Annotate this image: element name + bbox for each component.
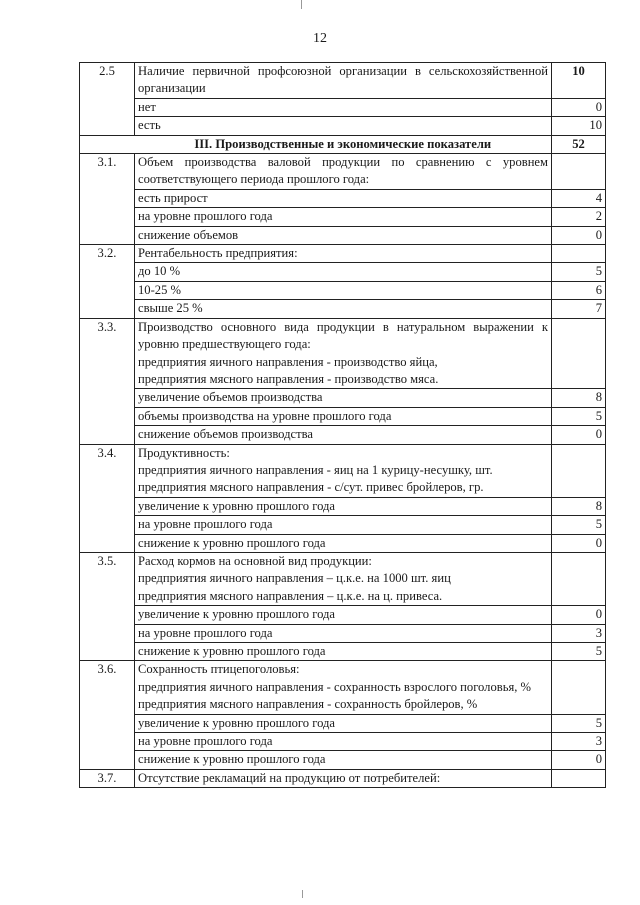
criterion-row bbox=[80, 63, 606, 99]
option-row bbox=[80, 516, 606, 534]
option-text: увеличение к уровню прошлого года bbox=[135, 606, 552, 624]
points-value bbox=[552, 661, 606, 714]
criterion-title: Расход кормов на основной вид продукции: bbox=[138, 553, 372, 568]
points-value: 4 bbox=[552, 189, 606, 207]
criterion-title: Продуктивность: bbox=[138, 445, 230, 460]
criterion-text bbox=[135, 318, 552, 389]
criterion-text bbox=[135, 661, 552, 714]
points-value bbox=[552, 154, 606, 190]
criterion-number: 3.3. bbox=[80, 318, 135, 444]
criterion-text bbox=[135, 444, 552, 497]
option-row bbox=[80, 263, 606, 281]
criterion-text bbox=[135, 245, 552, 263]
section-row bbox=[80, 135, 606, 153]
option-text: увеличение к уровню прошлого года bbox=[135, 714, 552, 732]
points-value: 0 bbox=[552, 98, 606, 116]
points-value: 5 bbox=[552, 407, 606, 425]
points-value: 5 bbox=[552, 263, 606, 281]
option-text: на уровне прошлого года bbox=[135, 624, 552, 642]
points-value bbox=[552, 444, 606, 497]
option-row bbox=[80, 733, 606, 751]
points-value: 7 bbox=[552, 300, 606, 318]
option-row bbox=[80, 497, 606, 515]
criterion-text bbox=[135, 154, 552, 190]
option-text: снижение объемов bbox=[135, 226, 552, 244]
criterion-number: 3.4. bbox=[80, 444, 135, 552]
criterion-title: Производство основного вида продукции в натуральном выражении к уровню предшествующего года: bbox=[138, 319, 548, 352]
criterion-row bbox=[80, 318, 606, 389]
points-value: 5 bbox=[552, 643, 606, 661]
option-text: снижение к уровню прошлого года bbox=[135, 751, 552, 769]
scan-mark bbox=[301, 0, 302, 9]
option-row bbox=[80, 426, 606, 444]
points-value: 5 bbox=[552, 516, 606, 534]
section-points: 52 bbox=[552, 135, 606, 153]
page-number: 12 bbox=[313, 31, 327, 46]
criteria-table bbox=[79, 62, 606, 788]
option-row bbox=[80, 281, 606, 299]
option-text: на уровне прошлого года bbox=[135, 733, 552, 751]
option-row bbox=[80, 300, 606, 318]
option-row bbox=[80, 389, 606, 407]
points-value: 8 bbox=[552, 497, 606, 515]
option-text: увеличение к уровню прошлого года bbox=[135, 497, 552, 515]
criterion-subtext: предприятия мясного направления - сохранность бройлеров, % bbox=[138, 697, 478, 712]
criterion-text bbox=[135, 63, 552, 99]
points-value: 0 bbox=[552, 751, 606, 769]
criterion-number: 3.1. bbox=[80, 154, 135, 245]
criterion-subtext: предприятия яичного направления - яиц на 1 курицу-несушку, шт. bbox=[138, 462, 493, 477]
criterion-row bbox=[80, 444, 606, 497]
option-text: есть прирост bbox=[135, 189, 552, 207]
option-row bbox=[80, 226, 606, 244]
criterion-row bbox=[80, 154, 606, 190]
criterion-subtext: предприятия мясного направления - производство мяса. bbox=[138, 371, 439, 386]
points-value bbox=[552, 552, 606, 605]
points-value bbox=[552, 318, 606, 389]
option-row bbox=[80, 189, 606, 207]
section-title: III. Производственные и экономические показатели bbox=[135, 135, 552, 153]
points-value: 10 bbox=[552, 117, 606, 135]
option-row bbox=[80, 714, 606, 732]
criterion-title: Отсутствие рекламаций на продукцию от потребителей: bbox=[138, 770, 441, 785]
criterion-row bbox=[80, 552, 606, 605]
points-value: 3 bbox=[552, 624, 606, 642]
option-text: снижение к уровню прошлого года bbox=[135, 643, 552, 661]
points-value: 0 bbox=[552, 426, 606, 444]
criterion-title: Объем производства валовой продукции по сравнению с уровнем соответствующего периода прошлого года: bbox=[138, 155, 548, 187]
option-row bbox=[80, 117, 606, 135]
option-row bbox=[80, 606, 606, 624]
criterion-text bbox=[135, 552, 552, 605]
option-text: увеличение объемов производства bbox=[135, 389, 552, 407]
criterion-text bbox=[135, 769, 552, 787]
option-row bbox=[80, 208, 606, 226]
points-value: 2 bbox=[552, 208, 606, 226]
criterion-number: 3.7. bbox=[80, 769, 135, 787]
criterion-row bbox=[80, 661, 606, 714]
criterion-title: Сохранность птицепоголовья: bbox=[138, 662, 300, 677]
option-text: до 10 % bbox=[135, 263, 552, 281]
option-text: на уровне прошлого года bbox=[135, 208, 552, 226]
option-text: есть bbox=[135, 117, 552, 135]
criterion-number: 3.2. bbox=[80, 245, 135, 319]
points-value: 8 bbox=[552, 389, 606, 407]
criterion-subtext: предприятия мясного направления - с/сут. привес бройлеров, гр. bbox=[138, 480, 484, 495]
option-row bbox=[80, 407, 606, 425]
criterion-number: 3.5. bbox=[80, 552, 135, 660]
points-value bbox=[552, 245, 606, 263]
criterion-number: 3.6. bbox=[80, 661, 135, 769]
option-text: снижение к уровню прошлого года bbox=[135, 534, 552, 552]
criterion-row bbox=[80, 769, 606, 787]
option-text: объемы производства на уровне прошлого года bbox=[135, 407, 552, 425]
criterion-row bbox=[80, 245, 606, 263]
points-value: 10 bbox=[552, 63, 606, 99]
option-text: снижение объемов производства bbox=[135, 426, 552, 444]
points-value: 0 bbox=[552, 534, 606, 552]
option-row bbox=[80, 624, 606, 642]
option-row bbox=[80, 534, 606, 552]
criterion-title: Наличие первичной профсоюзной организации в сельскохозяйственной организации bbox=[138, 64, 548, 96]
criterion-subtext: предприятия яичного направления – ц.к.е. на 1000 шт. яиц bbox=[138, 571, 451, 586]
points-value: 0 bbox=[552, 606, 606, 624]
points-value: 6 bbox=[552, 281, 606, 299]
points-value bbox=[552, 769, 606, 787]
criterion-subtext: предприятия яичного направления - производство яйца, bbox=[138, 354, 438, 369]
scan-mark bbox=[302, 890, 303, 898]
criterion-subtext: предприятия мясного направления – ц.к.е. на ц. привеса. bbox=[138, 588, 443, 603]
points-value: 0 bbox=[552, 226, 606, 244]
row-number bbox=[80, 135, 135, 153]
criterion-subtext: предприятия яичного направления - сохранность взрослого поголовья, % bbox=[138, 679, 532, 694]
points-value: 3 bbox=[552, 733, 606, 751]
option-text: на уровне прошлого года bbox=[135, 516, 552, 534]
criterion-title: Рентабельность предприятия: bbox=[138, 246, 298, 261]
criterion-number: 2.5 bbox=[80, 63, 135, 136]
option-text: 10-25 % bbox=[135, 281, 552, 299]
option-text: свыше 25 % bbox=[135, 300, 552, 318]
option-row bbox=[80, 98, 606, 116]
option-text: нет bbox=[135, 98, 552, 116]
option-row bbox=[80, 751, 606, 769]
option-row bbox=[80, 643, 606, 661]
points-value: 5 bbox=[552, 714, 606, 732]
